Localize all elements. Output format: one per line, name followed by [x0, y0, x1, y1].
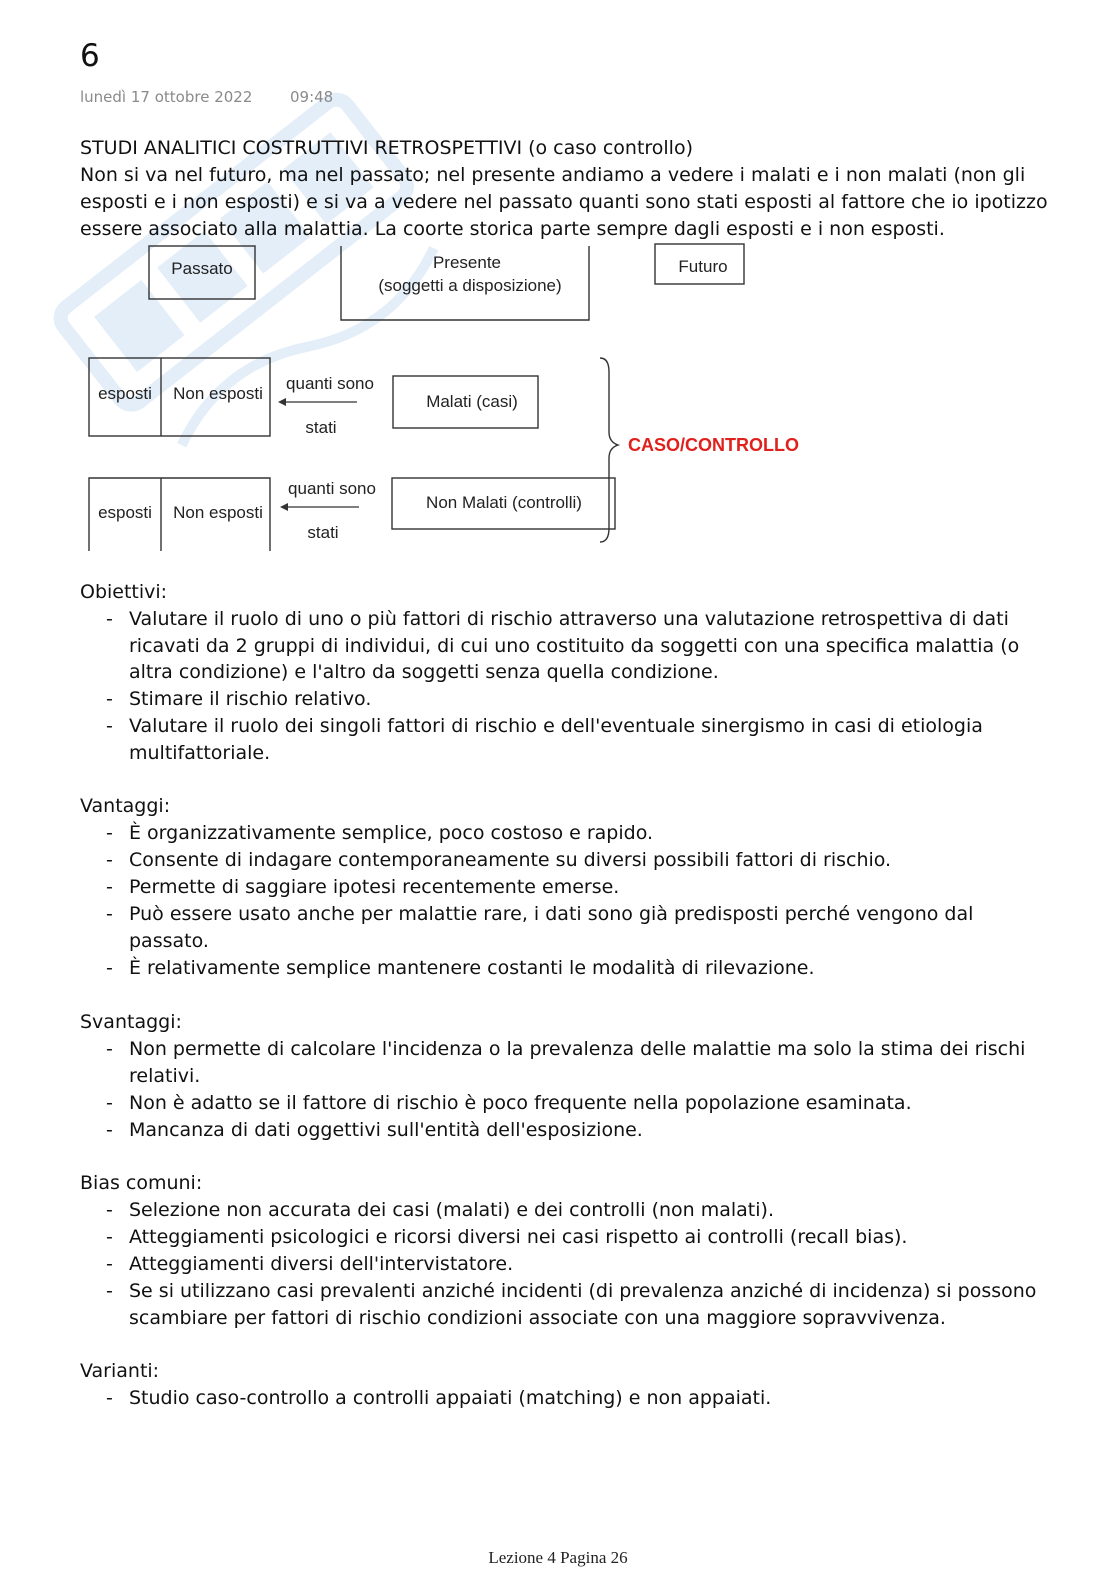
intro-line: Non si va nel futuro, ma nel passato; nel presente andiamo a vedere i malati e i non malati (non gli	[80, 164, 1026, 186]
bullet-marker: -	[106, 822, 113, 844]
presente-sublabel: (soggetti a disposizione)	[378, 276, 562, 295]
note-time: 09:48	[290, 88, 334, 106]
list-item: Può essere usato anche per malattie rare, i dati sono già predisposti perché vengono dal	[129, 903, 974, 925]
non-esposti-label: Non esposti	[173, 384, 263, 403]
bullet-marker: -	[106, 903, 113, 925]
list-item-continued: relativi.	[129, 1065, 201, 1087]
quanti-sono-label: quanti sono	[286, 374, 374, 393]
intro-line: essere associato alla malattia. La coorte storica parte sempre dagli esposti e i non esposti.	[80, 218, 945, 240]
list-item: Selezione non accurata dei casi (malati) e dei controlli (non malati).	[129, 1199, 774, 1221]
list-item-continued: multifattoriale.	[129, 742, 271, 764]
list-item-continued: altra condizione) e l'altro da soggetti senza quella condizione.	[129, 661, 719, 683]
brace	[600, 358, 618, 542]
passato-label: Passato	[171, 259, 233, 278]
bullet-marker: -	[106, 608, 113, 630]
esposti-label: esposti	[98, 384, 152, 403]
bias-title: Bias comuni:	[80, 1172, 203, 1194]
varianti-title: Varianti:	[80, 1360, 160, 1382]
malati-box	[393, 376, 538, 428]
list-item: Atteggiamenti diversi dell'intervistatore.	[129, 1253, 514, 1275]
note-date: lunedì 17 ottobre 2022	[80, 88, 253, 106]
passato-box	[149, 246, 255, 299]
exposure-box-cases	[89, 358, 270, 436]
list-item: Permette di saggiare ipotesi recentemente emerse.	[129, 876, 620, 898]
futuro-label: Futuro	[678, 257, 728, 276]
list-item-continued: passato.	[129, 930, 209, 952]
list-item: Non permette di calcolare l'incidenza o la prevalenza delle malattie ma solo la stima dei rischi	[129, 1038, 1026, 1060]
bullet-marker: -	[106, 1119, 113, 1141]
bullet-marker: -	[106, 1226, 113, 1248]
bullet-marker: -	[106, 715, 113, 737]
presente-label: Presente	[432, 253, 502, 272]
bullet-marker: -	[106, 876, 113, 898]
bullet-marker: -	[106, 957, 113, 979]
list-item: Atteggiamenti psicologici e ricorsi diversi nei casi rispetto ai controlli (recall bias).	[129, 1226, 908, 1248]
list-item: Valutare il ruolo dei singoli fattori di rischio e dell'eventuale sinergismo in casi di etiologia	[129, 715, 983, 737]
futuro-box	[655, 244, 744, 284]
list-item: Valutare il ruolo di uno o più fattori di rischio attraverso una valutazione retrospettiva di dati	[129, 608, 1009, 630]
bullet-marker: -	[106, 1038, 113, 1060]
page-footer: Lezione 4 Pagina 26	[488, 1548, 628, 1567]
non-esposti-label: Non esposti	[173, 503, 263, 522]
bullet-marker: -	[106, 1387, 113, 1409]
non-malati-box	[392, 478, 615, 529]
list-item: Consente di indagare contemporaneamente su diversi possibili fattori di rischio.	[129, 849, 892, 871]
list-item: Se si utilizzano casi prevalenti anziché incidenti (di prevalenza anziché di incidenza) si possono	[129, 1280, 1037, 1302]
bullet-marker: -	[106, 849, 113, 871]
bullet-marker: -	[106, 1199, 113, 1221]
malati-label: Malati (casi)	[426, 392, 518, 411]
stati-label: stati	[305, 418, 337, 437]
bullet-marker: -	[106, 688, 113, 710]
section-heading: STUDI ANALITICI COSTRUTTIVI RETROSPETTIVI (o caso controllo)	[80, 137, 694, 159]
list-item: È organizzativamente semplice, poco costoso e rapido.	[129, 822, 654, 844]
list-item: Stimare il rischio relativo.	[129, 688, 372, 710]
list-item-continued: scambiare per fattori di rischio condizioni associate con una maggiore sopravvivenza.	[129, 1307, 946, 1329]
stati-label: stati	[307, 523, 339, 542]
list-item: Studio caso-controllo a controlli appaiati (matching) e non appaiati.	[129, 1387, 772, 1409]
bullet-marker: -	[106, 1253, 113, 1275]
non-malati-label: Non Malati (controlli)	[426, 493, 582, 512]
presente-box	[341, 246, 589, 320]
esposti-label: esposti	[98, 503, 152, 522]
list-item: Non è adatto se il fattore di rischio è poco frequente nella popolazione esaminata.	[129, 1092, 912, 1114]
obiettivi-title: Obiettivi:	[80, 581, 168, 603]
skuola-watermark	[20, 40, 460, 480]
bullet-marker: -	[106, 1280, 113, 1302]
page-title: 6	[80, 38, 100, 74]
vantaggi-title: Vantaggi:	[80, 795, 171, 817]
list-item: È relativamente semplice mantenere costanti le modalità di rilevazione.	[129, 957, 815, 979]
intro-line: esposti e i non esposti) e si va a vedere nel passato quanti sono stati esposti al fattore che io ipotizzo	[80, 191, 1048, 213]
bullet-marker: -	[106, 1092, 113, 1114]
quanti-sono-label: quanti sono	[288, 479, 376, 498]
case-control-diagram	[0, 0, 1116, 560]
caso-controllo-label: CASO/CONTROLLO	[628, 435, 799, 455]
svantaggi-title: Svantaggi:	[80, 1011, 182, 1033]
list-item: Mancanza di dati oggettivi sull'entità dell'esposizione.	[129, 1119, 643, 1141]
list-item-continued: ricavati da 2 gruppi di individui, di cui uno costituito da soggetti con una specifica malattia (o	[129, 635, 1020, 657]
exposure-box-controls	[89, 478, 270, 551]
